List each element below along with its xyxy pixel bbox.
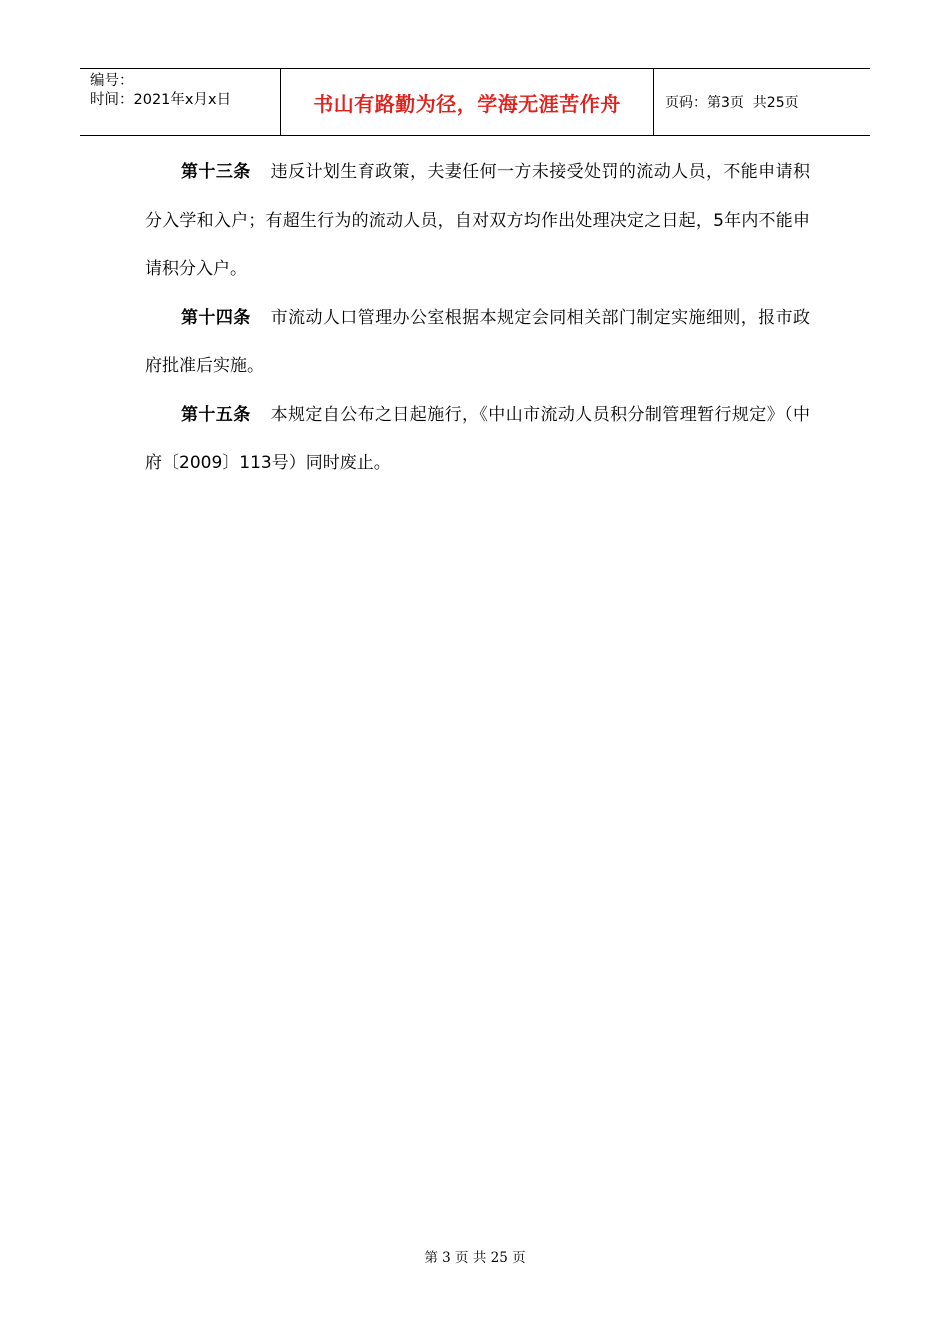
article-14 — [145, 294, 810, 391]
article-15 — [145, 391, 810, 488]
article-text: 本规定自公布之日起施行，《中山市流动人员积分制管理暂行规定》（中府〔2009〕113号）同时废止。 — [145, 404, 811, 473]
header-page-code: 页码：第3页 共25页 — [665, 95, 799, 111]
header-motto: 书山有路勤为径，学海无涯苦作舟 — [281, 69, 654, 135]
article-label: 第十三条 — [181, 162, 251, 182]
page-footer: 第 3 页 共 25 页 — [424, 1250, 526, 1266]
article-label: 第十四条 — [181, 307, 251, 328]
page-header — [80, 68, 870, 136]
article-text: 市流动人口管理办公室根据本规定会同相关部门制定实施细则，报市政府批准后实施。 — [145, 307, 811, 376]
article-13 — [145, 148, 810, 294]
article-label: 第十五条 — [181, 404, 251, 425]
document-time-label: 时间：2021年x月x日 — [90, 92, 232, 108]
header-meta — [80, 69, 281, 135]
document-number-label: 编号： — [90, 73, 134, 89]
document-body — [145, 148, 810, 488]
article-text: 违反计划生育政策，夫妻任何一方未接受处罚的流动人员，不能申请积分入学和入户；有超生行为的流动人员，自对双方均作出处理决定之日起，5年内不能申请积分入户。 — [145, 162, 811, 279]
